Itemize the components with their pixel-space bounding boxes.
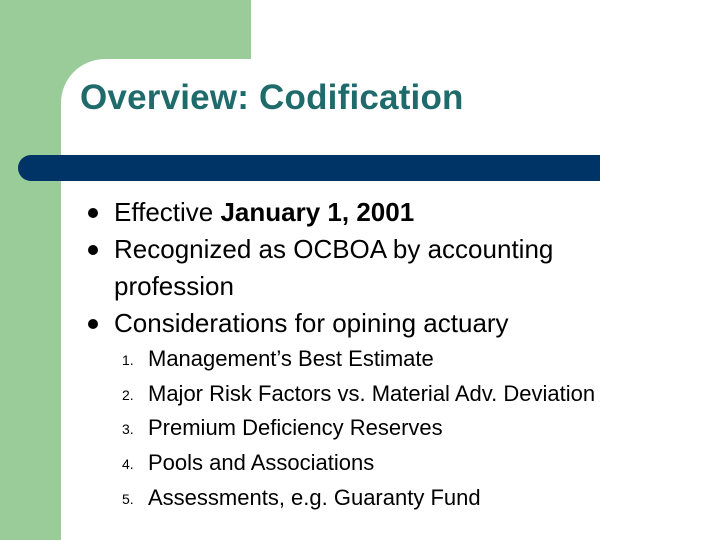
item-text: Assessments, e.g. Guaranty Fund xyxy=(148,484,481,510)
bullet-item xyxy=(84,231,644,305)
item-number: 2. xyxy=(122,386,134,403)
item-text: Major Risk Factors vs. Material Adv. Deviation xyxy=(148,380,596,406)
numbered-list xyxy=(122,342,702,516)
bullet-bold-text: January 1, 2001 xyxy=(220,197,415,227)
numbered-item xyxy=(122,377,702,412)
numbered-item xyxy=(122,342,702,377)
numbered-item xyxy=(122,446,702,481)
item-text: Pools and Associations xyxy=(148,450,375,476)
bullet-dot-icon xyxy=(88,208,98,218)
item-number: 1. xyxy=(122,352,134,368)
item-text: Premium Deficiency Reserves xyxy=(148,415,443,441)
bullet-item xyxy=(84,305,644,342)
item-text: Management’s Best Estimate xyxy=(148,346,434,371)
bullet-text: Recognized as OCBOA by accounting profession xyxy=(114,234,554,301)
bullet-text: Considerations for opining actuary xyxy=(114,308,509,338)
slide-title: Overview: Codification xyxy=(80,78,464,117)
item-number: 5. xyxy=(122,490,134,507)
bullet-item xyxy=(84,194,644,231)
item-number: 4. xyxy=(122,456,134,473)
title-underline-bar xyxy=(18,155,600,181)
item-number: 3. xyxy=(122,421,134,438)
bullet-text: Effective xyxy=(114,197,221,227)
numbered-item xyxy=(122,411,702,446)
numbered-item xyxy=(122,481,702,516)
bullet-list xyxy=(84,194,644,342)
bullet-dot-icon xyxy=(88,319,98,329)
bullet-dot-icon xyxy=(88,245,98,255)
